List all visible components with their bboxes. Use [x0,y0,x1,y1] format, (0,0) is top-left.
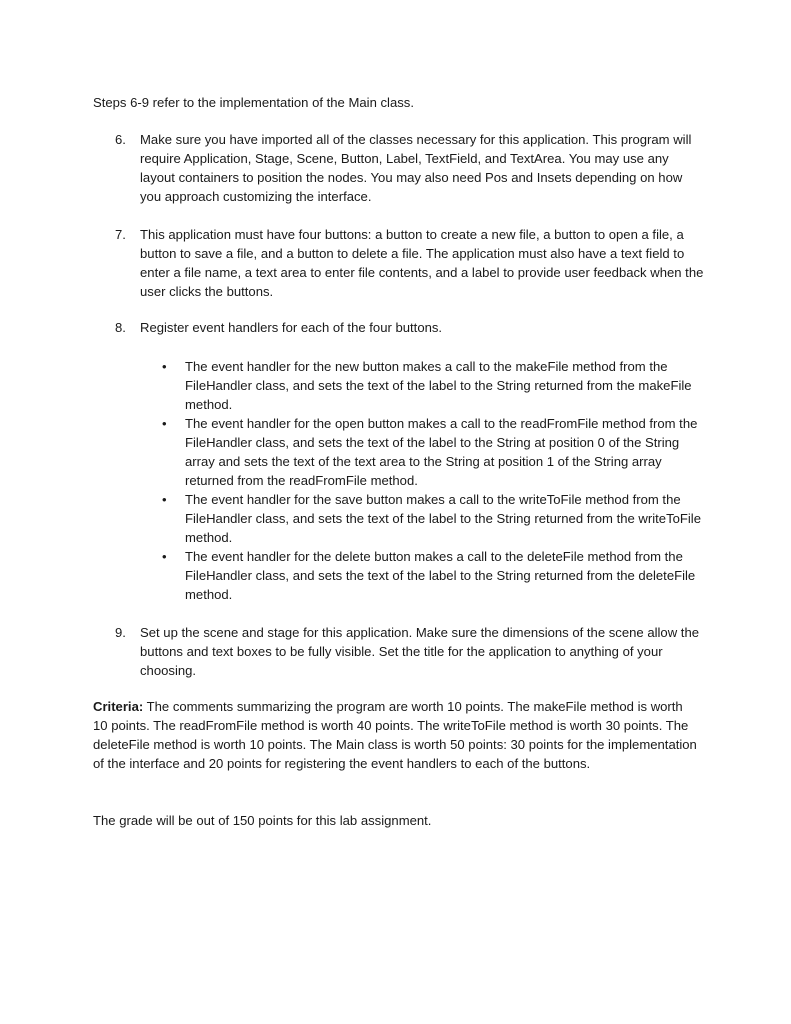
grade-note: The grade will be out of 150 points for this lab assignment. [93,813,432,828]
bullet-text: The event handler for the open button makes a call to the readFromFile method from the FileHandler class, and sets the text of the label to the String at position 0 of the String array and sets the text of the text area to the String at position 1 of the String array returned from the readFromFile method. [185,416,698,488]
bullet-item-new-button [160,357,705,414]
step-number: 8. [115,320,126,335]
bullet-icon: • [162,492,167,507]
step-text: Make sure you have imported all of the classes necessary for this application. This program will require Application, Stage, Scene, Button, Label, TextField, and TextArea. You may use any layout containers to position the nodes. You may also need Pos and Insets depending on how you approach customizing the interface. [140,132,692,204]
criteria-text: The comments summarizing the program are worth 10 points. The makeFile method is worth 10 points. The readFromFile method is worth 40 points. The writeToFile method is worth 30 points. The deleteFile method is worth 10 points. The Main class is worth 50 points: 30 points for the implementation of the interface and 20 points for registering the event handlers to each of the buttons. [93,699,697,771]
bullet-icon: • [162,416,167,431]
step-number: 7. [115,227,126,242]
bullet-item-open-button [160,414,705,490]
step-number: 9. [115,625,126,640]
event-handler-bullet-list [160,357,705,604]
bullet-text: The event handler for the new button makes a call to the makeFile method from the FileHandler class, and sets the text of the label to the String returned from the makeFile method. [185,359,692,412]
bullet-icon: • [162,359,167,374]
step-text: This application must have four buttons: a button to create a new file, a button to open a file, a button to save a file, and a button to delete a file. The application must also have a text field to enter a file name, a text area to enter file contents, and a label to provide user feedback when the user clicks the buttons. [140,227,704,299]
step-text: Register event handlers for each of the four buttons. [140,320,443,335]
bullet-text: The event handler for the save button makes a call to the writeToFile method from the FileHandler class, and sets the text of the label to the String returned from the writeToFile method. [185,492,702,545]
step-text: Set up the scene and stage for this application. Make sure the dimensions of the scene allow the buttons and text boxes to be fully visible. Set the title for the application to anything of your choosing. [140,625,700,678]
bullet-item-save-button [160,490,705,547]
step-number: 6. [115,132,126,147]
criteria-paragraph [93,697,698,773]
bullet-icon: • [162,549,167,564]
bullet-item-delete-button [160,547,705,604]
criteria-label: Criteria: [93,699,144,714]
bullet-text: The event handler for the delete button makes a call to the deleteFile method from the FileHandler class, and sets the text of the label to the String returned from the deleteFile method. [185,549,696,602]
intro-paragraph: Steps 6-9 refer to the implementation of the Main class. [93,95,414,110]
